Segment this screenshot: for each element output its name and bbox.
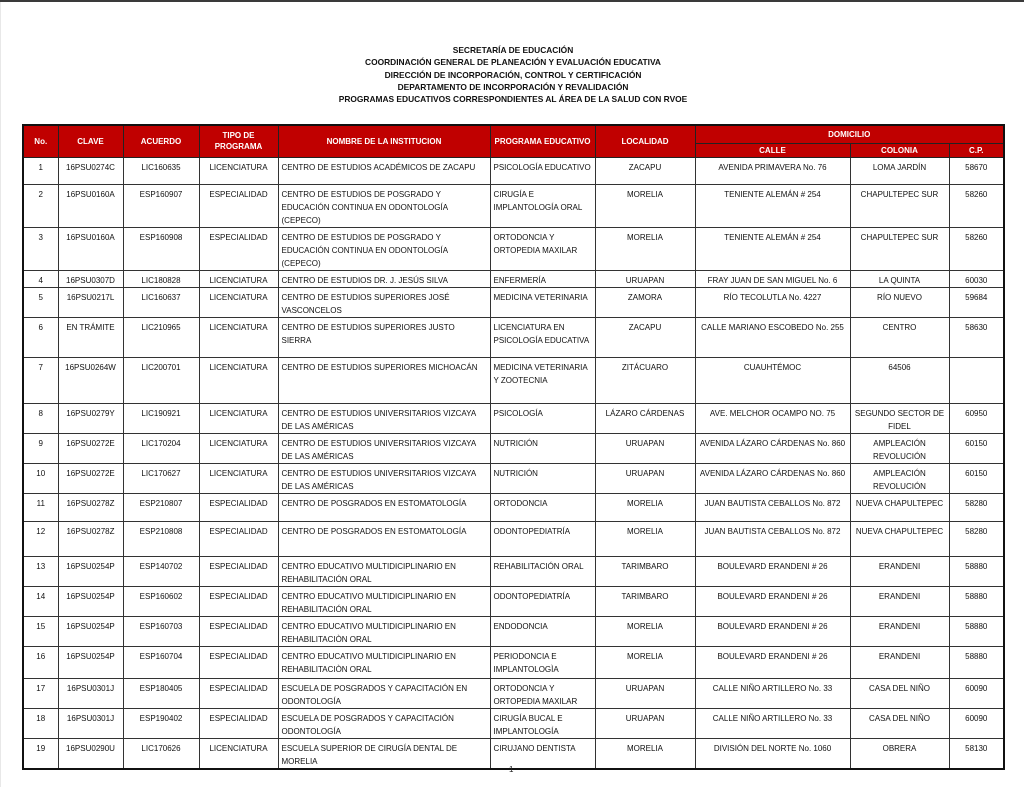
col-header-cp: C.P.: [949, 143, 1004, 157]
cell-colonia: CHAPULTEPEC SUR: [850, 184, 949, 227]
cell-clave: 16PSU0254P: [58, 586, 123, 616]
cell-cp: 58880: [949, 556, 1004, 586]
cell-nombre: CENTRO EDUCATIVO MULTIDICIPLINARIO EN REHABILITACIÒN ORAL: [278, 616, 490, 646]
cell-programa: CIRUJANO DENTISTA: [490, 738, 595, 769]
cell-nombre: CENTRO DE ESTUDIOS DE POSGRADO Y EDUCACIÓN CONTINUA EN ODONTOLOGÍA (CEPECO): [278, 184, 490, 227]
cell-clave: 16PSU0254P: [58, 556, 123, 586]
cell-programa: NUTRICIÓN: [490, 463, 595, 493]
cell-nombre: CENTRO DE ESTUDIOS UNIVERSITARIOS VIZCAYA DE LAS AMÉRICAS: [278, 433, 490, 463]
cell-cp: [949, 357, 1004, 403]
cell-calle: TENIENTE ALEMÁN # 254: [695, 227, 850, 270]
heading-programas: PROGRAMAS EDUCATIVOS CORRESPONDIENTES AL ÁREA DE LA SALUD CON RVOE: [338, 94, 688, 105]
cell-programa: REHABILITACIÓN ORAL: [490, 556, 595, 586]
cell-clave: 16PSU0274C: [58, 157, 123, 184]
cell-no: 14: [23, 586, 58, 616]
cell-localidad: LÁZARO CÁRDENAS: [595, 403, 695, 433]
cell-tipo: LICENCIATURA: [199, 403, 278, 433]
cell-localidad: ZACAPU: [595, 317, 695, 357]
cell-tipo: ESPECIALIDAD: [199, 493, 278, 521]
table-row: [23, 433, 1004, 463]
cell-acuerdo: LIC190921: [123, 403, 199, 433]
table-row: [23, 678, 1004, 708]
cell-calle: CALLE NIÑO ARTILLERO No. 33: [695, 708, 850, 738]
cell-programa: ENDODONCIA: [490, 616, 595, 646]
programs-table: [22, 124, 1005, 770]
cell-programa: MEDICINA VETERINARIA: [490, 287, 595, 317]
heading-direccion: DIRECCIÓN DE INCORPORACIÓN, CONTROL Y CERTIFICACIÓN: [384, 69, 642, 80]
cell-no: 19: [23, 738, 58, 769]
cell-acuerdo: LIC160637: [123, 287, 199, 317]
table-row: [23, 157, 1004, 184]
cell-localidad: MORELIA: [595, 521, 695, 556]
cell-nombre: ESCUELA DE POSGRADOS Y CAPACITACIÓN EN ODONTOLOGÍA: [278, 678, 490, 708]
page-number: 1: [509, 765, 514, 774]
cell-no: 9: [23, 433, 58, 463]
col-header-acuerdo: ACUERDO: [123, 125, 199, 157]
cell-nombre: CENTRO DE POSGRADOS EN ESTOMATOLOGÍA: [278, 493, 490, 521]
cell-calle: JUAN BAUTISTA CEBALLOS No. 872: [695, 493, 850, 521]
cell-acuerdo: ESP160907: [123, 184, 199, 227]
cell-colonia: AMPLEACIÓN REVOLUCIÓN: [850, 433, 949, 463]
cell-calle: CALLE NIÑO ARTILLERO No. 33: [695, 678, 850, 708]
table-row: [23, 227, 1004, 270]
heading-coordinacion: COORDINACIÓN GENERAL DE PLANEACIÓN Y EVALUACIÓN EDUCATIVA: [365, 57, 661, 68]
cell-acuerdo: LIC160635: [123, 157, 199, 184]
cell-acuerdo: ESP140702: [123, 556, 199, 586]
cell-tipo: LICENCIATURA: [199, 357, 278, 403]
document-headings: [1, 44, 1024, 105]
cell-acuerdo: ESP160704: [123, 646, 199, 678]
cell-nombre: CENTRO DE ESTUDIOS UNIVERSITARIOS VIZCAYA DE LAS AMÉRICAS: [278, 403, 490, 433]
cell-calle: CALLE MARIANO ESCOBEDO No. 255: [695, 317, 850, 357]
cell-tipo: ESPECIALIDAD: [199, 521, 278, 556]
cell-calle: AVE. MELCHOR OCAMPO NO. 75: [695, 403, 850, 433]
cell-colonia: NUEVA CHAPULTEPEC: [850, 493, 949, 521]
cell-clave: 16PSU0307D: [58, 270, 123, 287]
cell-no: 8: [23, 403, 58, 433]
cell-programa: PERIODONCIA E IMPLANTOLOGÌA: [490, 646, 595, 678]
cell-acuerdo: LIC180828: [123, 270, 199, 287]
cell-clave: 16PSU0272E: [58, 463, 123, 493]
cell-localidad: MORELIA: [595, 493, 695, 521]
cell-nombre: CENTRO DE ESTUDIOS SUPERIORES JOSÉ VASCONCELOS: [278, 287, 490, 317]
cell-tipo: LICENCIATURA: [199, 317, 278, 357]
cell-cp: 60030: [949, 270, 1004, 287]
cell-acuerdo: ESP210807: [123, 493, 199, 521]
cell-nombre: CENTRO EDUCATIVO MULTIDICIPLINARIO EN REHABILITACIÒN ORAL: [278, 646, 490, 678]
cell-localidad: ZITÁCUARO: [595, 357, 695, 403]
cell-nombre: CENTRO DE POSGRADOS EN ESTOMATOLOGÍA: [278, 521, 490, 556]
cell-programa: NUTRICIÓN: [490, 433, 595, 463]
cell-tipo: LICENCIATURA: [199, 433, 278, 463]
cell-cp: 58630: [949, 317, 1004, 357]
cell-nombre: CENTRO DE ESTUDIOS ACADÉMICOS DE ZACAPU: [278, 157, 490, 184]
cell-clave: 16PSU0264W: [58, 357, 123, 403]
cell-nombre: CENTRO DE ESTUDIOS UNIVERSITARIOS VIZCAYA DE LAS AMÉRICAS: [278, 463, 490, 493]
cell-no: 18: [23, 708, 58, 738]
cell-programa: ORTODONCIA Y ORTOPEDIA MAXILAR: [490, 678, 595, 708]
table-row: [23, 738, 1004, 769]
cell-no: 4: [23, 270, 58, 287]
cell-acuerdo: LIC210965: [123, 317, 199, 357]
cell-colonia: ERANDENI: [850, 646, 949, 678]
cell-clave: 16PSU0160A: [58, 227, 123, 270]
cell-calle: TENIENTE ALEMÁN # 254: [695, 184, 850, 227]
cell-tipo: ESPECIALIDAD: [199, 227, 278, 270]
cell-nombre: CENTRO EDUCATIVO MULTIDICIPLINARIO EN REHABILITACIÓN ORAL: [278, 586, 490, 616]
cell-calle: BOULEVARD ERANDENI # 26: [695, 646, 850, 678]
cell-colonia: CASA DEL NIÑO: [850, 708, 949, 738]
cell-clave: 16PSU0290U: [58, 738, 123, 769]
cell-localidad: URUAPAN: [595, 433, 695, 463]
col-header-domicilio: DOMICILIO: [695, 125, 1004, 143]
col-header-nombre: NOMBRE DE LA INSTITUCION: [278, 125, 490, 157]
cell-localidad: ZACAPU: [595, 157, 695, 184]
col-header-calle: CALLE: [695, 143, 850, 157]
cell-localidad: MORELIA: [595, 646, 695, 678]
cell-localidad: URUAPAN: [595, 463, 695, 493]
cell-no: 17: [23, 678, 58, 708]
cell-no: 3: [23, 227, 58, 270]
table-row: [23, 586, 1004, 616]
cell-cp: 60090: [949, 708, 1004, 738]
cell-nombre: CENTRO DE ESTUDIOS SUPERIORES JUSTO SIERRA: [278, 317, 490, 357]
col-header-tipo: TIPO DE PROGRAMA: [199, 125, 278, 157]
cell-colonia: CENTRO: [850, 317, 949, 357]
cell-clave: 16PSU0279Y: [58, 403, 123, 433]
cell-calle: DIVISIÓN DEL NORTE No. 1060: [695, 738, 850, 769]
cell-no: 1: [23, 157, 58, 184]
cell-acuerdo: LIC170627: [123, 463, 199, 493]
cell-cp: 60150: [949, 433, 1004, 463]
cell-tipo: LICENCIATURA: [199, 157, 278, 184]
cell-programa: CIRUGÍA E IMPLANTOLOGÍA ORAL: [490, 184, 595, 227]
cell-localidad: URUAPAN: [595, 708, 695, 738]
cell-acuerdo: LIC200701: [123, 357, 199, 403]
cell-programa: PSICOLOGÍA: [490, 403, 595, 433]
cell-colonia: NUEVA CHAPULTEPEC: [850, 521, 949, 556]
cell-nombre: CENTRO EDUCATIVO MULTIDICIPLINARIO EN REHABILITACIÓN ORAL: [278, 556, 490, 586]
cell-programa: ORTODONCIA Y ORTOPEDIA MAXILAR: [490, 227, 595, 270]
cell-clave: 16PSU0254P: [58, 616, 123, 646]
cell-colonia: OBRERA: [850, 738, 949, 769]
cell-clave: 16PSU0278Z: [58, 521, 123, 556]
cell-colonia: CHAPULTEPEC SUR: [850, 227, 949, 270]
cell-clave: 16PSU0301J: [58, 708, 123, 738]
cell-programa: PSICOLOGÍA EDUCATIVO: [490, 157, 595, 184]
table-row: [23, 317, 1004, 357]
table-row: [23, 357, 1004, 403]
cell-cp: 59684: [949, 287, 1004, 317]
cell-cp: 58880: [949, 616, 1004, 646]
cell-no: 16: [23, 646, 58, 678]
cell-tipo: LICENCIATURA: [199, 463, 278, 493]
cell-colonia: RÍO NUEVO: [850, 287, 949, 317]
cell-acuerdo: LIC170204: [123, 433, 199, 463]
cell-colonia: ERANDENI: [850, 586, 949, 616]
cell-clave: 16PSU0301J: [58, 678, 123, 708]
cell-localidad: TARIMBARO: [595, 586, 695, 616]
cell-calle: AVENIDA LÁZARO CÁRDENAS No. 860: [695, 463, 850, 493]
cell-acuerdo: ESP190402: [123, 708, 199, 738]
cell-clave: 16PSU0272E: [58, 433, 123, 463]
cell-colonia: SEGUNDO SECTOR DE FIDEL: [850, 403, 949, 433]
cell-cp: 58880: [949, 586, 1004, 616]
cell-colonia: AMPLEACIÓN REVOLUCIÓN: [850, 463, 949, 493]
cell-programa: ODONTOPEDIATRÍA: [490, 521, 595, 556]
cell-cp: 58670: [949, 157, 1004, 184]
cell-tipo: LICENCIATURA: [199, 287, 278, 317]
cell-tipo: LICENCIATURA: [199, 738, 278, 769]
cell-calle: BOULEVARD ERANDENI # 26: [695, 616, 850, 646]
table-row: [23, 556, 1004, 586]
cell-no: 13: [23, 556, 58, 586]
cell-localidad: ZAMORA: [595, 287, 695, 317]
table-row: [23, 403, 1004, 433]
cell-clave: 16PSU0254P: [58, 646, 123, 678]
cell-colonia: 64506: [850, 357, 949, 403]
table-row: [23, 463, 1004, 493]
cell-acuerdo: ESP180405: [123, 678, 199, 708]
cell-calle: AVENIDA PRIMAVERA No. 76: [695, 157, 850, 184]
cell-calle: RÍO TECOLUTLA No. 4227: [695, 287, 850, 317]
cell-cp: 58880: [949, 646, 1004, 678]
cell-acuerdo: ESP210808: [123, 521, 199, 556]
cell-cp: 58130: [949, 738, 1004, 769]
table-row: [23, 287, 1004, 317]
cell-clave: 16PSU0160A: [58, 184, 123, 227]
table-row: [23, 616, 1004, 646]
cell-nombre: CENTRO DE ESTUDIOS SUPERIORES MICHOACÁN: [278, 357, 490, 403]
cell-cp: 60950: [949, 403, 1004, 433]
cell-tipo: ESPECIALIDAD: [199, 616, 278, 646]
cell-acuerdo: LIC170626: [123, 738, 199, 769]
cell-cp: 58280: [949, 493, 1004, 521]
cell-localidad: URUAPAN: [595, 678, 695, 708]
cell-no: 5: [23, 287, 58, 317]
cell-calle: BOULEVARD ERANDENI # 26: [695, 586, 850, 616]
cell-programa: LICENCIATURA EN PSICOLOGÍA EDUCATIVA: [490, 317, 595, 357]
cell-tipo: ESPECIALIDAD: [199, 646, 278, 678]
cell-programa: ODONTOPEDIATRÍA: [490, 586, 595, 616]
cell-no: 15: [23, 616, 58, 646]
cell-no: 2: [23, 184, 58, 227]
cell-colonia: ERANDENI: [850, 616, 949, 646]
cell-no: 10: [23, 463, 58, 493]
cell-cp: 58280: [949, 521, 1004, 556]
table-row: [23, 493, 1004, 521]
cell-programa: ENFERMERÍA: [490, 270, 595, 287]
col-header-programa: PROGRAMA EDUCATIVO: [490, 125, 595, 157]
cell-colonia: CASA DEL NIÑO: [850, 678, 949, 708]
cell-no: 7: [23, 357, 58, 403]
col-header-no: No.: [23, 125, 58, 157]
cell-localidad: MORELIA: [595, 227, 695, 270]
cell-calle: CUAUHTÉMOC: [695, 357, 850, 403]
cell-cp: 58260: [949, 184, 1004, 227]
cell-acuerdo: ESP160908: [123, 227, 199, 270]
cell-calle: BOULEVARD ERANDENI # 26: [695, 556, 850, 586]
heading-departamento: DEPARTAMENTO DE INCORPORACIÓN Y REVALIDACIÓN: [397, 81, 629, 92]
cell-calle: JUAN BAUTISTA CEBALLOS No. 872: [695, 521, 850, 556]
cell-programa: ORTODONCIA: [490, 493, 595, 521]
table-header: [23, 125, 1004, 157]
cell-clave: 16PSU0278Z: [58, 493, 123, 521]
cell-nombre: ESCUELA SUPERIOR DE CIRUGÍA DENTAL DE MORELIA: [278, 738, 490, 769]
cell-colonia: LA QUINTA: [850, 270, 949, 287]
cell-nombre: CENTRO DE ESTUDIOS DE POSGRADO Y EDUCACIÓN CONTINUA EN ODONTOLOGÍA (CEPECO): [278, 227, 490, 270]
cell-tipo: ESPECIALIDAD: [199, 708, 278, 738]
cell-localidad: MORELIA: [595, 738, 695, 769]
cell-nombre: ESCUELA DE POSGRADOS Y CAPACITACIÓN ODONTOLOGÍA: [278, 708, 490, 738]
cell-localidad: URUAPAN: [595, 270, 695, 287]
cell-localidad: TARIMBARO: [595, 556, 695, 586]
cell-tipo: LICENCIATURA: [199, 270, 278, 287]
cell-colonia: LOMA JARDÍN: [850, 157, 949, 184]
cell-tipo: ESPECIALIDAD: [199, 678, 278, 708]
cell-tipo: ESPECIALIDAD: [199, 184, 278, 227]
table-row: [23, 708, 1004, 738]
cell-programa: MEDICINA VETERINARIA Y ZOOTECNIA: [490, 357, 595, 403]
table-row: [23, 646, 1004, 678]
col-header-clave: CLAVE: [58, 125, 123, 157]
cell-clave: EN TRÁMITE: [58, 317, 123, 357]
cell-clave: 16PSU0217L: [58, 287, 123, 317]
col-header-localidad: LOCALIDAD: [595, 125, 695, 157]
cell-no: 6: [23, 317, 58, 357]
col-header-colonia: COLONIA: [850, 143, 949, 157]
cell-calle: AVENIDA LÁZARO CÁRDENAS No. 860: [695, 433, 850, 463]
cell-cp: 60090: [949, 678, 1004, 708]
cell-no: 12: [23, 521, 58, 556]
cell-tipo: ESPECIALIDAD: [199, 556, 278, 586]
cell-calle: FRAY JUAN DE SAN MIGUEL No. 6: [695, 270, 850, 287]
cell-cp: 58260: [949, 227, 1004, 270]
cell-colonia: ERANDENI: [850, 556, 949, 586]
cell-acuerdo: ESP160703: [123, 616, 199, 646]
heading-secretaria: SECRETARÍA DE EDUCACIÓN: [452, 45, 574, 55]
table-body: [23, 157, 1004, 769]
cell-programa: CIRUGÍA BUCAL E IMPLANTOLOGÍA: [490, 708, 595, 738]
cell-localidad: MORELIA: [595, 184, 695, 227]
table-row: [23, 521, 1004, 556]
cell-acuerdo: ESP160602: [123, 586, 199, 616]
cell-cp: 60150: [949, 463, 1004, 493]
cell-no: 11: [23, 493, 58, 521]
cell-tipo: ESPECIALIDAD: [199, 586, 278, 616]
cell-nombre: CENTRO DE ESTUDIOS DR. J. JESÚS SILVA: [278, 270, 490, 287]
table-row: [23, 184, 1004, 227]
table-row: [23, 270, 1004, 287]
cell-localidad: MORELIA: [595, 616, 695, 646]
